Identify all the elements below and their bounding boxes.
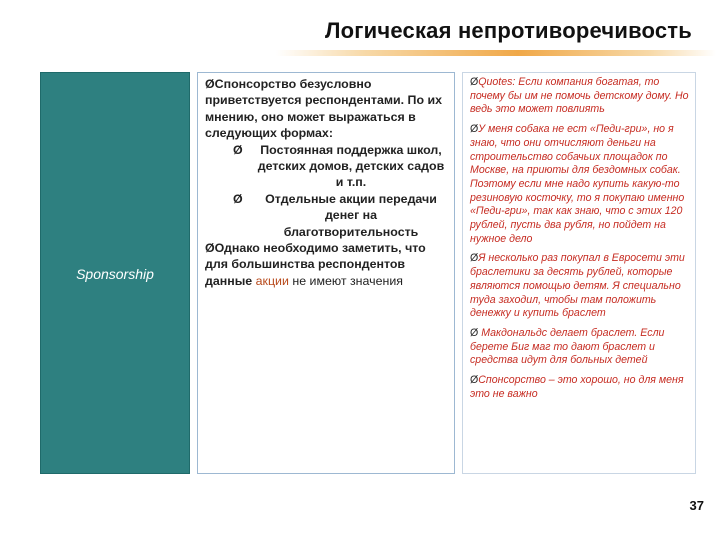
bullet-arrow-icon: Ø [470, 326, 479, 339]
closing-tail: не имеют значения [288, 273, 403, 288]
slide-title: Логическая непротиворечивость [325, 18, 692, 43]
sub-item-text: Отдельные акции передачи денег на благотворительность [265, 191, 437, 239]
sponsorship-panel [40, 72, 190, 474]
bullet-arrow-icon: Ø [470, 76, 479, 88]
summary-sub-item-2 [233, 191, 445, 240]
sub-item-text: Постоянная поддержка школ, детских домов, детских садов и т.п. [257, 142, 445, 190]
bullet-arrow-icon: Ø [470, 123, 479, 136]
bullet-arrow-icon: Ø [205, 77, 215, 91]
sponsorship-label: Sponsorship [76, 266, 154, 282]
quote-item: Ø Макдональдс делает браслет. Если берете Биг маг то дают браслет и средства идут для больных детей [470, 326, 665, 367]
bullet-arrow-icon: Ø [233, 191, 243, 206]
bullet-arrow-icon: Ø [470, 252, 479, 265]
summary-content [205, 76, 445, 289]
summary-sub-item-1 [233, 142, 445, 191]
summary-lead: ØСпонсорство безусловно приветствуется респондентами. По их мнению, оно может выражаться в следующих формах: [205, 77, 442, 141]
title-underline [276, 50, 716, 56]
page-number: 37 [689, 498, 704, 513]
quote-item: ØQuotes: Если компания богатая, то почему бы им не помочь детскому дому. Но ведь это может повлиять [470, 76, 689, 116]
quote-item: ØСпонсорство – это хорошо, но для меня это не важно [470, 374, 684, 400]
quote-item: ØЯ несколько раз покупал в Евросети эти браслетики за десять рублей, которые являются помощью детям. Я специально туда заходил, чтобы там положить денежку и купить браслет [470, 252, 685, 320]
summary-closing: ØОднако необходимо заметить, что для большинства респондентов данные акции не имеют значения [205, 241, 426, 288]
bullet-arrow-icon: Ø [233, 142, 243, 157]
quote-item: ØУ меня собака не ест «Педи-гри», но я знаю, что они отчисляют деньги на строительство собачьих площадок по Москве, на приюты для бездомных собак. Поэтому если мне надо купить какую-то резиновую косточку, то я покупаю именно «Педи-гри», так как знаю, что с этих 120 рублей, пусть два рубля, но пойдет на нужное дело [470, 123, 685, 245]
quotes-content [470, 76, 692, 407]
closing-highlight: акции [252, 273, 289, 288]
bullet-arrow-icon: Ø [470, 374, 479, 387]
bullet-arrow-icon: Ø [205, 241, 215, 256]
